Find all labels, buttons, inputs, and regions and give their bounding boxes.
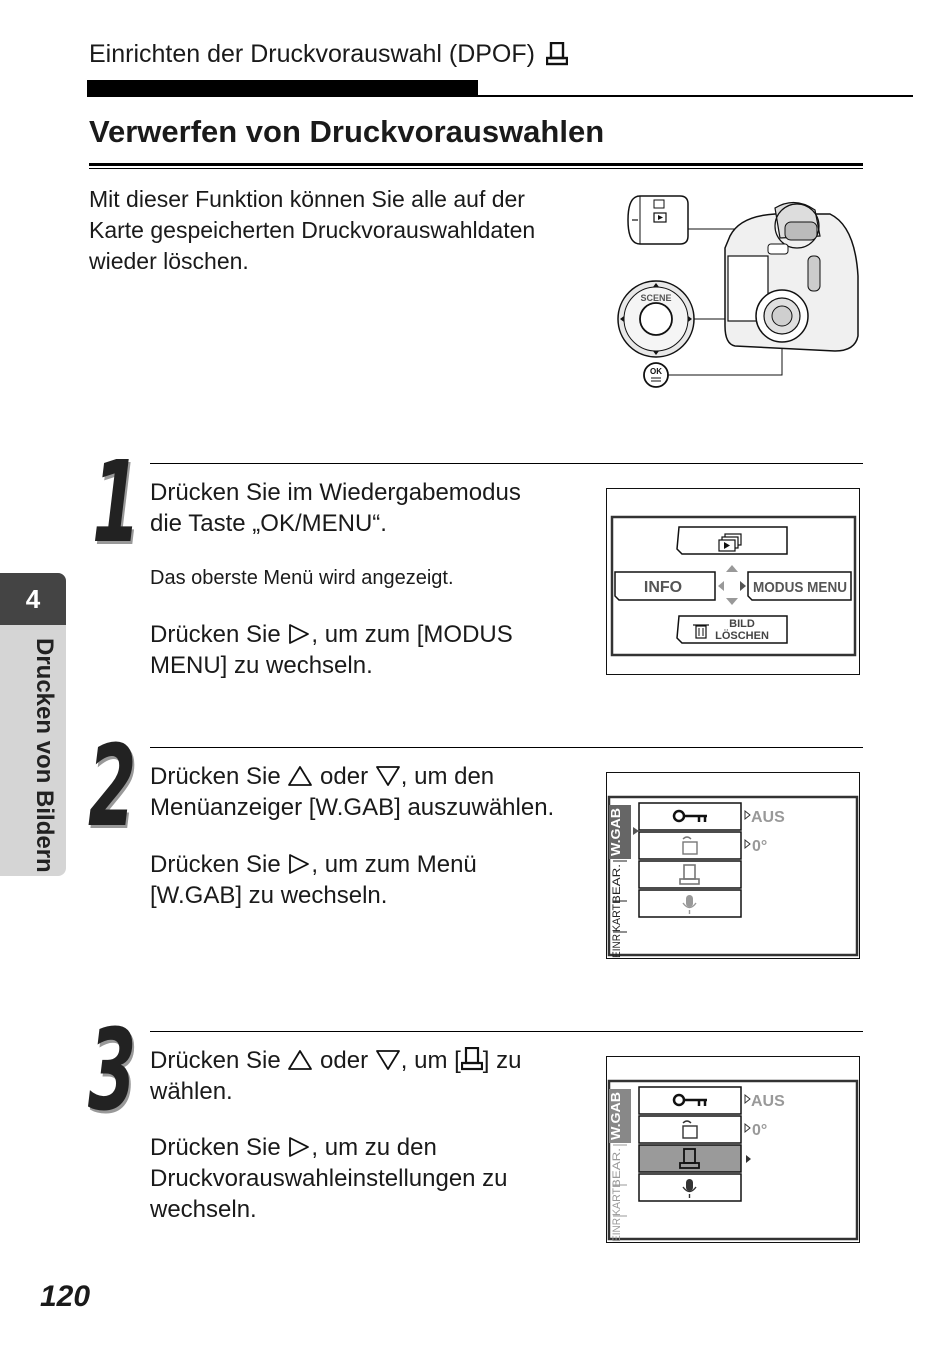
step-text: , um den	[400, 763, 495, 790]
tab-kart: KART	[611, 1186, 623, 1216]
header-title	[89, 40, 568, 69]
header-title-text: Einrichten der Druckvorauswahl (DPOF)	[89, 40, 535, 68]
step-text: , um zum [MODUS	[311, 621, 513, 648]
camera-illustration	[610, 186, 865, 396]
section-rule	[89, 163, 863, 166]
step2-instruction	[150, 761, 554, 823]
tab-einr: EINR	[611, 931, 623, 958]
modus-menu-label: MODUS MENU	[753, 579, 847, 596]
step-text: Drücken Sie	[150, 621, 288, 648]
chapter-number: 4	[0, 573, 66, 625]
step1-instruction	[150, 477, 521, 539]
right-arrow-icon	[287, 623, 311, 645]
print-icon	[546, 42, 568, 66]
intro-line: Karte gespeicherten Druckvorauswahldaten	[89, 217, 536, 243]
step-text: [W.GAB] zu wechseln.	[150, 882, 388, 909]
step-rule	[150, 463, 863, 464]
page-number: 120	[40, 1280, 91, 1313]
step-text: oder	[313, 763, 375, 790]
ok-button-illustration	[644, 363, 668, 387]
intro-line: wieder löschen.	[89, 248, 249, 274]
step-text: wählen.	[150, 1078, 233, 1105]
step1-note: Das oberste Menü wird angezeigt.	[150, 567, 454, 589]
playback-icon	[719, 534, 741, 551]
tab-wgab: W.GAB	[608, 1095, 623, 1140]
rotate-value: 0°	[752, 1122, 768, 1139]
chapter-label: Drucken von Bildern	[31, 638, 58, 873]
mode-dial	[628, 196, 688, 244]
step-text: wechseln.	[150, 1196, 257, 1223]
step-text: Drücken Sie im Wiedergabemodus	[150, 479, 521, 506]
step-text: MENU] zu wechseln.	[150, 652, 373, 679]
intro-paragraph	[89, 184, 589, 277]
section-rule-thin	[89, 168, 863, 169]
print-icon	[461, 1047, 483, 1071]
down-arrow-icon	[375, 1049, 401, 1071]
header-rule	[478, 95, 913, 97]
wgab-menu-screen	[606, 772, 860, 959]
scene-label: SCENE	[640, 293, 672, 303]
step2-instruction-2	[150, 849, 477, 911]
intro-line: Mit dieser Funktion können Sie alle auf der	[89, 186, 525, 212]
step-text: Drücken Sie	[150, 1047, 288, 1074]
step-text: , um zum Menü	[311, 851, 477, 878]
ok-label: OK	[650, 367, 662, 376]
step-text: Drücken Sie	[150, 851, 288, 878]
tab-wgab: W.GAB	[608, 811, 623, 856]
up-arrow-icon	[287, 765, 313, 787]
step-number: 3	[88, 1006, 137, 1136]
step-number: 1	[92, 438, 141, 568]
tab-einr: EINR	[611, 1215, 623, 1242]
step3-instruction	[150, 1045, 521, 1107]
step-text: die Taste „OK/MENU“.	[150, 510, 387, 537]
right-arrow-icon	[287, 853, 311, 875]
arrow-pad	[618, 281, 694, 357]
step3-instruction-2	[150, 1132, 508, 1225]
step-text: , um [	[400, 1047, 461, 1074]
protect-value: AUS	[751, 1093, 785, 1110]
step-text: oder	[313, 1047, 375, 1074]
rotate-value: 0°	[752, 838, 768, 855]
step-number: 2	[88, 722, 137, 852]
step-text: Drücken Sie	[150, 763, 288, 790]
loeschen-label: LÖSCHEN	[715, 630, 769, 642]
down-arrow-icon	[375, 765, 401, 787]
tab-kart: KART	[611, 902, 623, 932]
top-menu-screen	[606, 488, 860, 675]
step-text: Druckvorauswahleinstellungen zu	[150, 1165, 508, 1192]
info-label: INFO	[643, 579, 683, 596]
step1-instruction-2	[150, 619, 513, 681]
protect-value: AUS	[751, 809, 785, 826]
right-arrow-icon	[287, 1136, 311, 1158]
tab-bear: BEAR.	[611, 870, 623, 904]
tab-bear: BEAR.	[611, 1154, 623, 1188]
step-text: Drücken Sie	[150, 1134, 288, 1161]
step-text: Menüanzeiger [W.GAB] auszuwählen.	[150, 794, 555, 821]
camera-body	[725, 202, 858, 351]
bild-label: BILD	[729, 618, 755, 630]
section-title: Verwerfen von Druckvorauswahlen	[89, 114, 605, 149]
print-select-screen	[606, 1056, 860, 1243]
step-text: ] zu	[482, 1047, 522, 1074]
up-arrow-icon	[287, 1049, 313, 1071]
header-bar	[87, 80, 478, 97]
step-text: , um zu den	[311, 1134, 437, 1161]
step-rule	[150, 1031, 863, 1032]
step-rule	[150, 747, 863, 748]
